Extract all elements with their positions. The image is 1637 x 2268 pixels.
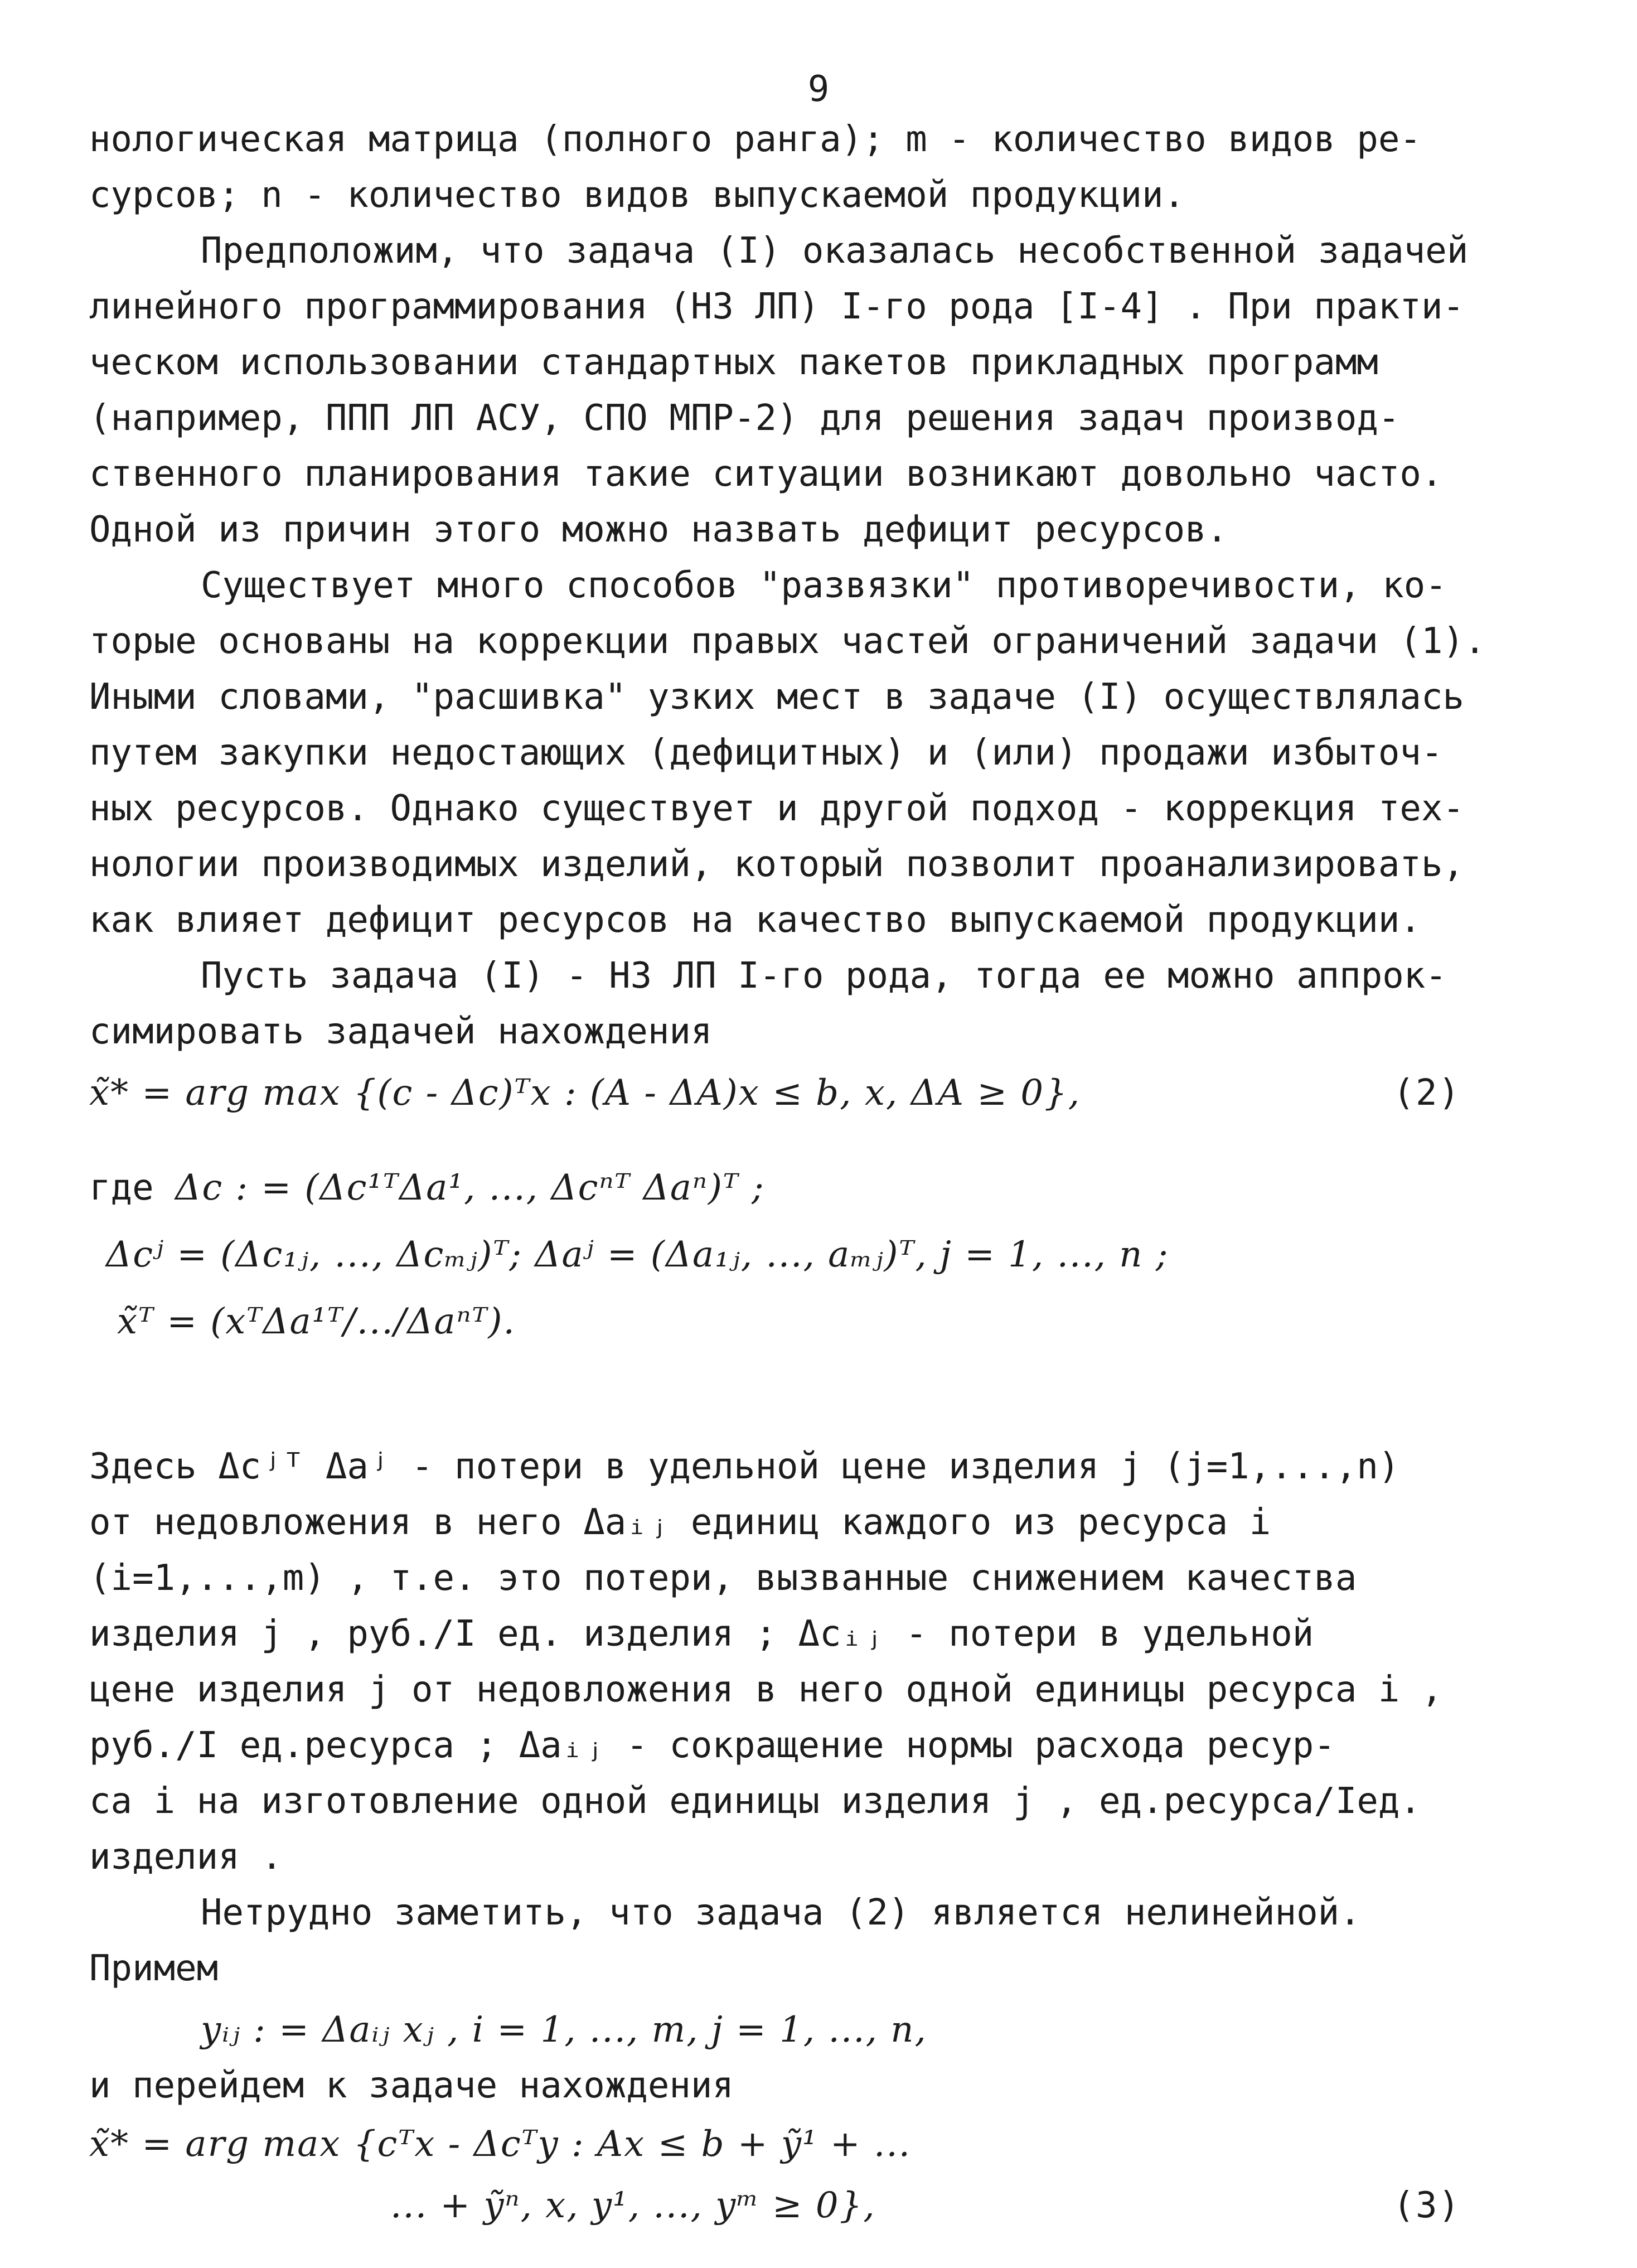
formula-3-expression: ... + ỹⁿ, x, y¹, ..., yᵐ ≥ 0}, <box>390 2185 876 2226</box>
text-line: симировать задачей нахождения <box>89 1011 713 1052</box>
where-line-2 <box>89 1221 1550 1288</box>
text-line: Существует много способов "развязки" противоречивости, ко- <box>201 565 1447 606</box>
where-expression: x̃ᵀ = (xᵀΔa¹ᵀ/.../Δaⁿᵀ). <box>117 1301 516 1342</box>
text-line: Иными словами, "расшивка" узких мест в задаче (I) осуществлялась <box>89 676 1464 718</box>
text-line: нологии производимых изделий, который позволит проанализировать, <box>89 844 1464 885</box>
text-line: цене изделия j от недовложения в него одной единицы ресурса i , <box>89 1669 1443 1710</box>
where-block <box>89 1154 1550 1355</box>
text-line: нологическая матрица (полного ранга); m - количество видов ре- <box>89 119 1421 160</box>
where-line-1 <box>89 1154 1550 1221</box>
formula-2 <box>89 1060 1550 1126</box>
text-line: Предположим, что задача (I) оказалась несобственной задачей <box>201 230 1469 272</box>
where-expression: Δcʲ = (Δc₁ⱼ, ..., Δcₘⱼ)ᵀ; Δaʲ = (Δa₁ⱼ, ..., aₘⱼ)ᵀ, j = 1, ..., n ; <box>106 1234 1169 1275</box>
text-line: торые основаны на коррекции правых частей ограничений задачи (1). <box>89 621 1486 662</box>
paragraph-block-2 <box>89 1439 1550 1996</box>
text-line: Здесь Δcʲᵀ Δaʲ - потери в удельной цене изделия j (j=1,...,n) <box>89 1446 1400 1487</box>
text-line: ческом использовании стандартных пакетов прикладных программ <box>89 342 1378 383</box>
where-expression: Δc : = (Δc¹ᵀΔa¹, ..., Δcⁿᵀ Δaⁿ)ᵀ ; <box>175 1167 765 1208</box>
page-number: 9 <box>807 69 830 110</box>
formula-3-block <box>89 2114 1550 2236</box>
formula-3-line-2 <box>89 2175 1550 2236</box>
paragraph-block-1 <box>89 112 1550 1060</box>
text-line: Примем <box>89 1948 219 1989</box>
where-prefix: где <box>89 1167 176 1208</box>
text-line: Одной из причин этого можно назвать дефицит ресурсов. <box>89 509 1228 550</box>
where-line-3 <box>89 1288 1550 1355</box>
text-line: (i=1,...,m) , т.е. это потери, вызванные снижением качества <box>89 1558 1357 1599</box>
text-line: сурсов; n - количество видов выпускаемой продукции. <box>89 175 1185 216</box>
text-line: ственного планирования такие ситуации возникают довольно часто. <box>89 453 1443 495</box>
text-line: линейного программирования (НЗ ЛП) I-го рода [I-4] . При практи- <box>89 286 1464 327</box>
text-line: Пусть задача (I) - НЗ ЛП I-го рода, тогда ее можно аппрок- <box>201 955 1447 997</box>
text-line: от недовложения в него Δaᵢⱼ единиц каждого из ресурса i <box>89 1502 1271 1543</box>
text-line: изделия j , руб./I ед. изделия ; Δcᵢⱼ - потери в удельной <box>89 1613 1314 1655</box>
equation-number-3: (3) <box>1393 2185 1461 2226</box>
text-line: (например, ППП ЛП АСУ, СПО МПР-2) для решения задач производ- <box>89 398 1400 439</box>
equation-number-2: (2) <box>1393 1072 1461 1114</box>
formula-y: yᵢⱼ : = Δaᵢⱼ xⱼ , i = 1, ..., m, j = 1, ..., n, <box>201 2009 927 2051</box>
text-line: изделия . <box>89 1836 283 1878</box>
text-line: ных ресурсов. Однако существует и другой подход - коррекция тех- <box>89 788 1464 829</box>
formula-2-expression: x̃* = arg max {(c - Δc)ᵀx : (A - ΔA)x ≤ b, x, ΔA ≥ 0}, <box>89 1072 1081 1114</box>
formula-2-block <box>89 1060 1550 1126</box>
formula-3-line-1: x̃* = arg max {cᵀx - Δcᵀy : Ax ≤ b + ỹ¹ + ... <box>89 2124 911 2165</box>
text-line: как влияет дефицит ресурсов на качество выпускаемой продукции. <box>89 900 1421 941</box>
text-line: са i на изготовление одной единицы изделия j , ед.ресурса/Iед. <box>89 1781 1421 1822</box>
text-line: руб./I ед.ресурса ; Δaᵢⱼ - сокращение нормы расхода ресур- <box>89 1725 1335 1766</box>
transition-line: и перейдем к задаче нахождения <box>89 2065 734 2106</box>
formula-y-block <box>89 2002 1550 2114</box>
text-line: путем закупки недостающих (дефицитных) и (или) продажи избыточ- <box>89 732 1443 773</box>
text-line: Нетрудно заметить, что задача (2) является нелинейной. <box>201 1892 1361 1933</box>
